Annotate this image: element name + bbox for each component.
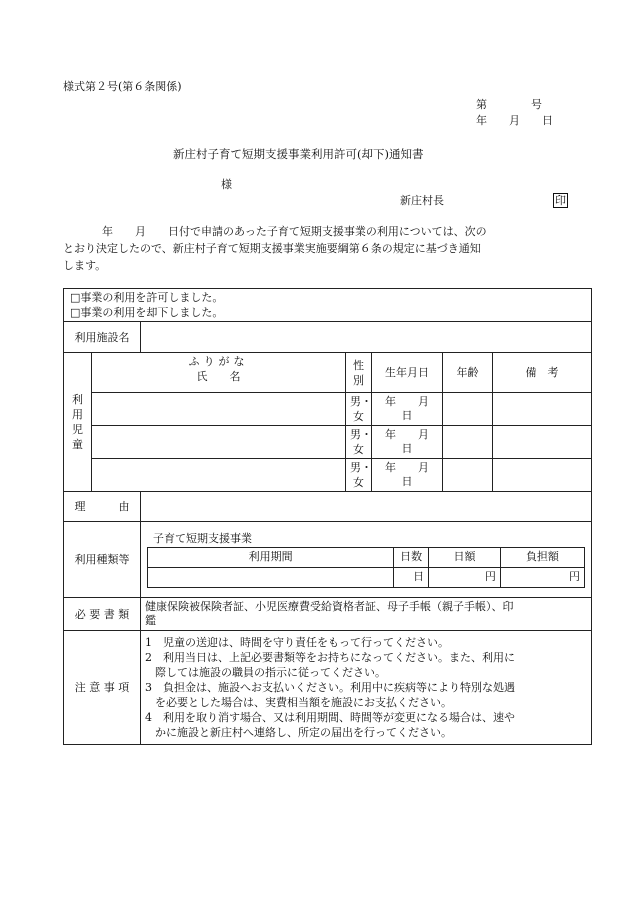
recipient-suffix: 様 [221, 178, 232, 191]
usage-detail-table [147, 547, 585, 588]
remarks-header: 備 考 [493, 353, 592, 393]
reason-value[interactable] [141, 492, 592, 522]
table-row [64, 459, 592, 492]
note-item: 2 利用当日は、上記必要書類等をお持ちになってください。また、利用に [145, 650, 515, 664]
body-line-3: します。 [63, 259, 107, 272]
child-age-cell[interactable] [443, 393, 493, 426]
table-row [64, 393, 592, 426]
notes-label: 注 意 事 項 [64, 631, 141, 745]
child-dob-cell[interactable]: 年 月 日 [372, 426, 443, 459]
child-remarks-cell[interactable] [493, 459, 592, 492]
days-value[interactable]: 日 [394, 567, 429, 587]
child-sex-cell: 男・女 [346, 459, 372, 492]
age-header: 年齢 [443, 353, 493, 393]
child-dob-cell[interactable]: 年 月 日 [372, 459, 443, 492]
notice-table [63, 288, 592, 745]
page-title: 新庄村子育て短期支援事業利用許可(却下)通知書 [173, 147, 424, 161]
daily-amount-value[interactable]: 円 [429, 567, 501, 587]
usage-label: 利用種類等 [64, 522, 141, 598]
child-sex-cell: 男・女 [346, 393, 372, 426]
child-sex-cell: 男・女 [346, 426, 372, 459]
checkbox-reject[interactable]: □事業の利用を却下しました。 [70, 306, 224, 319]
facility-label: 利用施設名 [64, 322, 141, 353]
burden-value[interactable]: 円 [500, 567, 584, 587]
child-age-cell[interactable] [443, 426, 493, 459]
issuer-name: 新庄村長 [400, 194, 444, 207]
reason-row [64, 492, 592, 522]
seal-mark: 印 [555, 194, 566, 207]
table-row [64, 426, 592, 459]
body-line-2: とおり決定したので、新庄村子育て短期支援事業実施要綱第６条の規定に基づき通知 [63, 242, 481, 255]
name-header: ふりがな 氏 名 [92, 353, 346, 393]
documents-label: 必 要 書 類 [64, 598, 141, 631]
note-item-cont: かに施設と新庄村へ連絡し、所定の届出を行ってください。 [155, 725, 452, 739]
facility-row [64, 322, 592, 353]
period-header: 利用期間 [148, 547, 394, 567]
note-item: 3 負担金は、施設へお支払いください。利用中に疾病等により特別な処遇 [145, 680, 515, 694]
child-dob-cell[interactable]: 年 月 日 [372, 393, 443, 426]
child-age-cell[interactable] [443, 459, 493, 492]
notes-list [141, 631, 592, 745]
note-item: 1 児童の送迎は、時間を守り責任をもって行ってください。 [145, 635, 449, 649]
children-header-row [64, 353, 592, 393]
document-number-label: 第 号 [476, 98, 542, 111]
note-item: 4 利用を取り消す場合、又は利用期間、時間等が変更になる場合は、速や [145, 710, 515, 724]
period-value[interactable] [148, 567, 394, 587]
usage-service-name: 子育て短期支援事業 [153, 531, 252, 545]
documents-row [64, 598, 592, 631]
note-item-cont: を必要とした場合は、実費相当額を施設にお支払ください。 [155, 695, 452, 709]
dob-header: 生年月日 [372, 353, 443, 393]
child-name-cell[interactable] [92, 459, 346, 492]
documents-value: 健康保険被保険者証、小児医療費受給資格者証、母子手帳（親子手帳）、印 鑑 [141, 598, 592, 631]
checkbox-approve[interactable]: □事業の利用を許可しました。 [70, 291, 224, 304]
facility-value[interactable] [141, 322, 592, 353]
burden-header: 負担額 [500, 547, 584, 567]
reason-label: 理 由 [64, 492, 141, 522]
child-remarks-cell[interactable] [493, 426, 592, 459]
child-remarks-cell[interactable] [493, 393, 592, 426]
usage-row [64, 522, 592, 598]
body-line-1: 年 月 日付で申請のあった子育て短期支援事業の利用については、次の [102, 225, 487, 238]
children-side-label: 利 用 児 童 [64, 353, 92, 492]
issue-date-label: 年 月 日 [476, 114, 553, 127]
daily-amount-header: 日額 [429, 547, 501, 567]
days-header: 日数 [394, 547, 429, 567]
child-name-cell[interactable] [92, 426, 346, 459]
child-name-cell[interactable] [92, 393, 346, 426]
notes-row [64, 631, 592, 745]
form-number: 様式第２号(第６条関係) [63, 80, 182, 93]
decision-row [64, 289, 592, 322]
note-item-cont: 際しては施設の職員の指示に従ってください。 [155, 665, 386, 679]
sex-header: 性別 [346, 353, 372, 393]
